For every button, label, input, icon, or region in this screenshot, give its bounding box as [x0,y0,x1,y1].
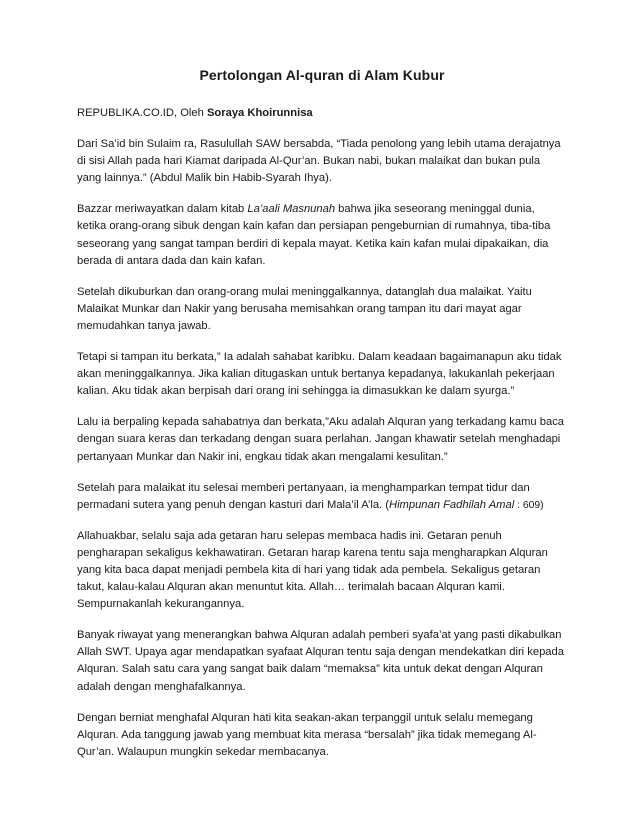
paragraph-9: Dengan berniat menghafal Alquran hati kita seakan-akan terpanggil untuk selalu memegang Alquran. Ada tanggung jawab yang membuat kita merasa “bersalah” jika tidak memegang Al-Qur’an. Walaupun mungkin sekedar membacanya. [77,711,537,758]
book-title-la-aali-masnunah: La’aali Masnunah [247,203,336,216]
paragraph-5: Lalu ia berpaling kepada sahabatnya dan berkata,”Aku adalah Alquran yang terkadang kamu baca dengan suara keras dan terkadang dengan suara perlahan. Jangan khawatir setelah menghadapi pertanyaan Munkar dan Nakir ini, engkau tidak akan mengalami kesulitan.” [77,416,565,463]
paragraph-4: Tetapi si tampan itu berkata,” Ia adalah sahabat karibku. Dalam keadaan bagaimanapun aku tidak akan meninggalkannya. Jika kalian ditugaskan untuk bertanya kepadanya, lakukanlah pekerjaan kalian. Aku tidak akan berpisah dari orang ini sehingga ia dimasukkan ke dalam syurga.” [77,351,562,398]
paragraph-2 [77,201,567,269]
paragraph-8: Banyak riwayat yang menerangkan bahwa Alquran adalah pemberi syafa’at yang pasti dikabulkan Allah SWT. Upaya agar mendapatkan syafaat Alquran tentu saja dengan mendekatkan diri kepada Alquran. Salah satu cara yang sangat baik dalam “memaksa” kita untuk dekat dengan Alquran adalah dengan menghafalkannya. [77,629,564,693]
citation-page: : 609) [514,499,544,511]
byline [77,105,567,122]
paragraph-1: Dari Sa’id bin Sulaim ra, Rasulullah SAW bersabda, “Tiada penolong yang lebih utama derajatnya di sisi Allah pada hari Kiamat daripada Al-Qur’an. Bukan nabi, bukan malaikat dan bukan pula yang lainnya.” (Abdul Malik bin Habib-Syarah Ihya). [77,138,561,185]
paragraph-2-body: bahwa jika seseorang meninggal dunia, ketika orang-orang sibuk dengan kain kafan dan persiapan pengeburnian di rumahnya, tiba-tiba seseorang yang sangat tampan berdiri di kepala mayat. Ketika kain kafan mulai dipakaikan, dia berada di antara dada dan kain kafan. [77,203,551,267]
article-title: Pertolongan Al-quran di Alam Kubur [199,67,445,83]
paragraph-6 [77,480,567,514]
paragraph-3: Setelah dikuburkan dan orang-orang mulai meninggalkannya, datanglah dua malaikat. Yaitu Malaikat Munkar dan Nakir yang berusaha memisahkan orang tampan itu dari mayat agar memudahkan tanya jawab. [77,285,532,332]
author-name: Soraya Khoirunnisa [206,107,313,119]
book-title-himpunan-fadhilah-amal: Himpunan Fadhilah Amal [388,498,515,511]
paragraph-7: Allahuakbar, selalu saja ada getaran haru selepas membaca hadis ini. Getaran penuh pengharapan sekaligus kekhawatiran. Getaran harap karena tentu saja mengharapkan Alquran yang kita baca dapat menjadi pembela kita di hari yang tidak ada pembela. Sekaligus getaran takut, kalau-kalau Alquran akan menuntut kita. Allah… terimalah bacaan Alquran kami. Sempurnakanlah kekurangannya. [77,529,548,611]
paragraph-6-body: Setelah para malaikat itu selesai memberi pertanyaan, ia menghamparkan tempat tidur dan permadani sutera yang penuh dengan kasturi dari Mala’il A’la. ( [77,481,530,511]
document-page [77,66,567,775]
source-label: REPUBLIKA.CO.ID, Oleh [77,107,207,119]
paragraph-2-intro: Bazzar meriwayatkan dalam kitab [77,203,248,216]
